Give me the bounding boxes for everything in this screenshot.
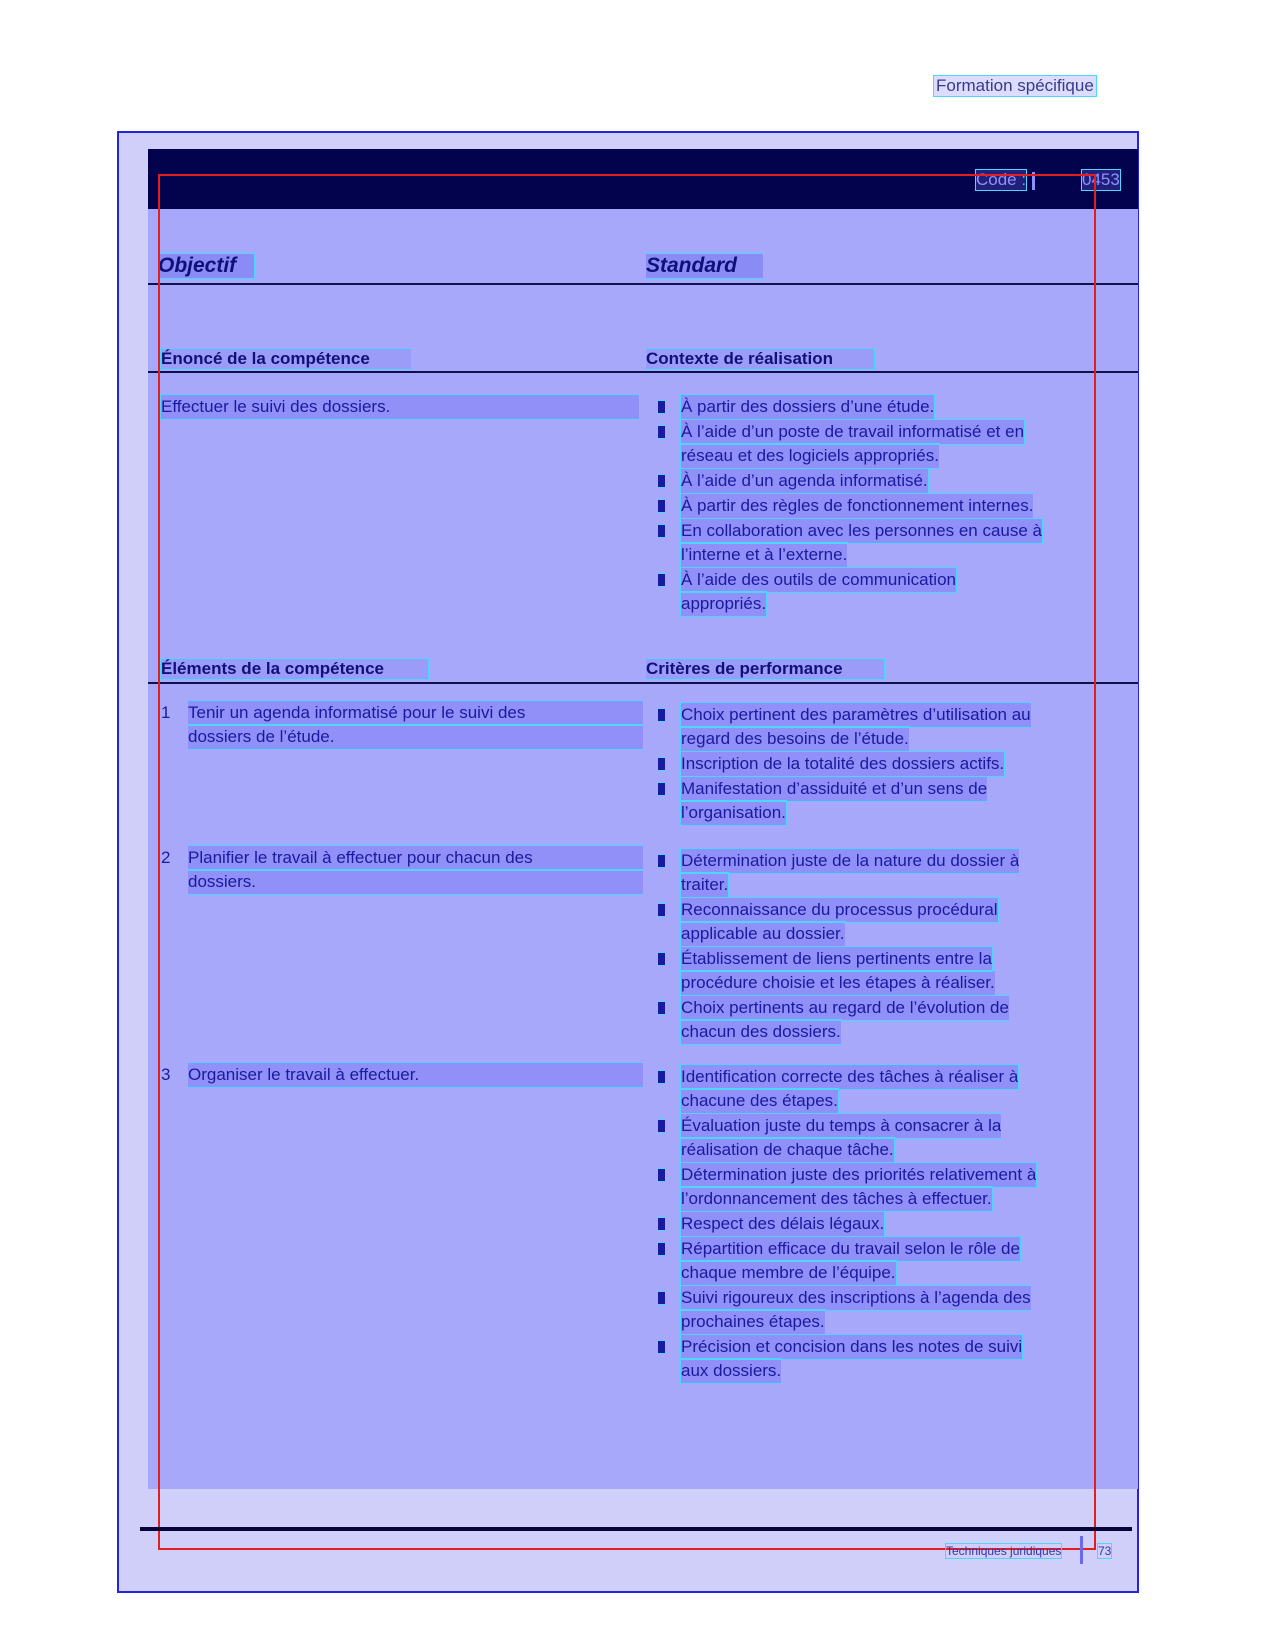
element-number: 3: [161, 1065, 171, 1084]
bullet-icon: [658, 709, 665, 721]
element-number: 1: [161, 703, 171, 722]
context-item: [658, 469, 1114, 493]
element-text-line: Planifier le travail à effectuer pour chacun des: [188, 846, 643, 870]
bullet-line: Détermination juste de la nature du dossier à: [681, 849, 1019, 873]
bullet-line: À l’aide d’un agenda informatisé.: [681, 469, 928, 493]
code-label: Code :: [976, 170, 1027, 189]
bullet-line: réseau et des logiciels appropriés.: [681, 444, 939, 468]
bullet-icon: [658, 1002, 665, 1014]
bullet-line: Choix pertinents au regard de l’évolution de: [681, 996, 1009, 1020]
criterion-item: [658, 849, 1114, 897]
bullet-icon: [658, 574, 665, 586]
element-text-line: dossiers.: [188, 870, 643, 894]
bullet-line: Manifestation d’assiduité et d’un sens de: [681, 777, 987, 801]
bullet-line: procédure choisie et les étapes à réaliser.: [681, 971, 995, 995]
bullet-line: applicable au dossier.: [681, 922, 845, 946]
criterion-item: [658, 1114, 1114, 1162]
context-item: [658, 420, 1114, 468]
element-text-line: Organiser le travail à effectuer.: [188, 1063, 643, 1087]
bullet-line: À l’aide d’un poste de travail informatisé et en: [681, 420, 1024, 444]
criterion-item: [658, 1163, 1114, 1211]
element-text-line: Tenir un agenda informatisé pour le suivi des: [188, 701, 643, 725]
criterion-item: [658, 996, 1114, 1044]
criterion-item: [658, 1286, 1114, 1334]
element-number: 2: [161, 848, 171, 867]
bullet-line: l’ordonnancement des tâches à effectuer.: [681, 1187, 992, 1211]
bullet-icon: [658, 401, 665, 413]
bullet-line: À l’aide des outils de communication: [681, 568, 956, 592]
bullet-line: Reconnaissance du processus procédural: [681, 898, 998, 922]
criterion-item: [658, 947, 1114, 995]
bullet-icon: [658, 758, 665, 770]
bullet-icon: [658, 953, 665, 965]
bullet-line: Précision et concision dans les notes de suivi: [681, 1335, 1022, 1359]
bullet-line: l’organisation.: [681, 801, 786, 825]
competence-statement: [161, 395, 641, 419]
bullet-icon: [658, 426, 665, 438]
bullet-icon: [658, 475, 665, 487]
criterion-item: [658, 703, 1114, 751]
bullet-line: regard des besoins de l’étude.: [681, 727, 909, 751]
code-separator: [1032, 172, 1035, 190]
bullet-line: aux dossiers.: [681, 1359, 781, 1383]
element-text: [188, 701, 643, 749]
bullet-line: À partir des règles de fonctionnement internes.: [681, 494, 1033, 518]
criterion-item: [658, 1212, 1114, 1236]
section-title-contexte: Contexte de réalisation: [646, 349, 874, 369]
bullet-line: À partir des dossiers d’une étude.: [681, 395, 934, 419]
bullet-line: chacun des dossiers.: [681, 1020, 841, 1044]
element-text-line: dossiers de l’étude.: [188, 725, 643, 749]
bullet-line: Identification correcte des tâches à réaliser à: [681, 1065, 1018, 1089]
criterion-item: [658, 752, 1114, 776]
bullet-line: Respect des délais légaux.: [681, 1212, 884, 1236]
bullet-line: Inscription de la totalité des dossiers actifs.: [681, 752, 1004, 776]
column-title-objectif: Objectif: [158, 254, 254, 278]
bullet-line: prochaines étapes.: [681, 1310, 825, 1334]
criterion-item: [658, 1237, 1114, 1285]
footer-separator: [1080, 1536, 1083, 1564]
criterion-item: [658, 898, 1114, 946]
bullet-line: appropriés.: [681, 592, 766, 616]
bullet-line: traiter.: [681, 873, 728, 897]
criterion-item: [658, 1335, 1114, 1383]
bullet-line: Détermination juste des priorités relativement à: [681, 1163, 1036, 1187]
bullet-icon: [658, 904, 665, 916]
footer-program: Techniques juridiques: [946, 1544, 1062, 1558]
element-text: [188, 1063, 643, 1087]
section-title-enonce: Énoncé de la compétence: [161, 349, 411, 369]
bullet-icon: [658, 783, 665, 795]
context-item: [658, 568, 1114, 616]
bullet-line: Évaluation juste du temps à consacrer à la: [681, 1114, 1001, 1138]
bullet-line: Répartition efficace du travail selon le rôle de: [681, 1237, 1020, 1261]
bullet-line: Choix pertinent des paramètres d’utilisation au: [681, 703, 1031, 727]
element-text: [188, 846, 643, 894]
bullet-line: chaque membre de l’équipe.: [681, 1261, 896, 1285]
bullet-line: Établissement de liens pertinents entre la: [681, 947, 992, 971]
bullet-icon: [658, 1341, 665, 1353]
context-item: [658, 519, 1114, 567]
bullet-line: chacune des étapes.: [681, 1089, 838, 1113]
bullet-icon: [658, 1071, 665, 1083]
section2-rule: [148, 682, 1138, 684]
bullet-icon: [658, 1243, 665, 1255]
bullet-icon: [658, 500, 665, 512]
bullet-line: En collaboration avec les personnes en cause à: [681, 519, 1042, 543]
bullet-icon: [658, 1120, 665, 1132]
code-number: 0453: [1082, 170, 1120, 189]
bullet-icon: [658, 1218, 665, 1230]
column-title-rule: [148, 283, 1138, 285]
criterion-item: [658, 777, 1114, 825]
competence-statement-text: Effectuer le suivi des dossiers.: [161, 395, 639, 419]
context-item: [658, 494, 1114, 518]
bullet-line: Suivi rigoureux des inscriptions à l’agenda des: [681, 1286, 1031, 1310]
bullet-icon: [658, 855, 665, 867]
program-header: Formation spécifique: [936, 76, 1094, 95]
context-item: [658, 395, 1114, 419]
column-title-standard: Standard: [646, 254, 763, 278]
criterion-item: [658, 1065, 1114, 1113]
section1-rule: [148, 371, 1138, 373]
section-title-elements: Éléments de la compétence: [161, 659, 428, 679]
bullet-icon: [658, 1292, 665, 1304]
section-title-criteres: Critères de performance: [646, 659, 884, 679]
bullet-icon: [658, 1169, 665, 1181]
bullet-line: l’interne et à l’externe.: [681, 543, 847, 567]
bullet-line: réalisation de chaque tâche.: [681, 1138, 894, 1162]
bullet-icon: [658, 525, 665, 537]
footer-rule: [140, 1527, 1132, 1531]
page-number: 73: [1098, 1544, 1112, 1558]
